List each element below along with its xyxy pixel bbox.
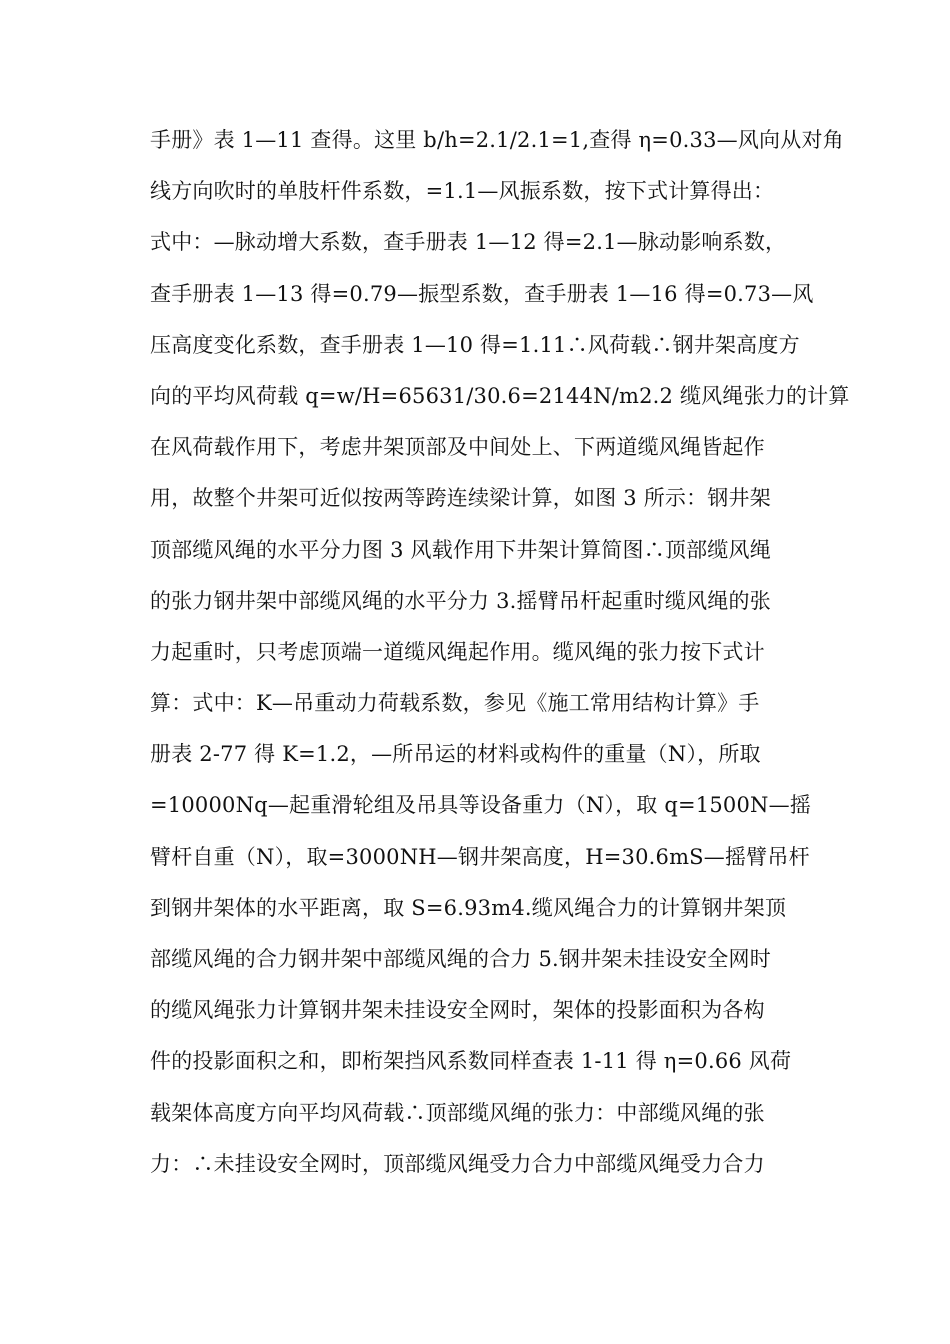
- text-line: 算：式中：K—吊重动力荷载系数，参见《施工常用结构计算》手: [150, 691, 760, 716]
- text-line: 件的投影面积之和，即桁架挡风系数同样查表 1-11 得 η=0.66 风荷: [150, 1049, 792, 1074]
- text-line: 力起重时，只考虑顶端一道缆风绳起作用。缆风绳的张力按下式计: [150, 639, 765, 664]
- text-line: 向的平均风荷载 q=w/H=65631/30.6=2144N/m2.2 缆风绳张力的计算: [150, 383, 850, 408]
- text-line: 压高度变化系数，查手册表 1—10 得=1.11∴风荷载∴钢井架高度方: [150, 332, 800, 357]
- text-line: 线方向吹时的单肢杆件系数，=1.1—风振系数，按下式计算得出：: [150, 179, 775, 204]
- text-line: 到钢井架体的水平距离，取 S=6.93m4.缆风绳合力的计算钢井架顶: [150, 895, 787, 920]
- text-line: 式中：—脉动增大系数，查手册表 1—12 得=2.1—脉动影响系数，: [150, 230, 787, 255]
- text-line: 用，故整个井架可近似按两等跨连续梁计算，如图 3 所示：钢井架: [150, 486, 771, 511]
- text-line: 手册》表 1—11 查得。这里 b/h=2.1/2.1=1,查得 η=0.33—风向从对角: [150, 128, 844, 152]
- text-line: 在风荷载作用下，考虑井架顶部及中间处上、下两道缆风绳皆起作: [150, 435, 765, 460]
- text-line: 册表 2-77 得 K=1.2，—所吊运的材料或构件的重量（N），所取: [150, 742, 761, 767]
- text-line: 力：∴未挂设安全网时，顶部缆风绳受力合力中部缆风绳受力合力: [150, 1151, 765, 1176]
- text-line: 的缆风绳张力计算钢井架未挂设安全网时，架体的投影面积为各构: [150, 998, 765, 1023]
- text-line: 的张力钢井架中部缆风绳的水平分力 3.摇臂吊杆起重时缆风绳的张: [150, 588, 771, 613]
- text-line: 查手册表 1—13 得=0.79—振型系数，查手册表 1—16 得=0.73—风: [150, 281, 814, 306]
- body-text: [150, 115, 850, 1190]
- text-line: 载架体高度方向平均风荷载∴顶部缆风绳的张力：中部缆风绳的张: [150, 1100, 765, 1125]
- text-line: 部缆风绳的合力钢井架中部缆风绳的合力 5.钢井架未挂设安全网时: [150, 947, 771, 971]
- text-line: =10000Nq—起重滑轮组及吊具等设备重力（N），取 q=1500N—摇: [150, 793, 812, 818]
- text-line: 臂杆自重（N），取=3000NH—钢井架高度，H=30.6mS—摇臂吊杆: [150, 844, 810, 869]
- text-line: 顶部缆风绳的水平分力图 3 风载作用下井架计算简图∴顶部缆风绳: [150, 537, 771, 562]
